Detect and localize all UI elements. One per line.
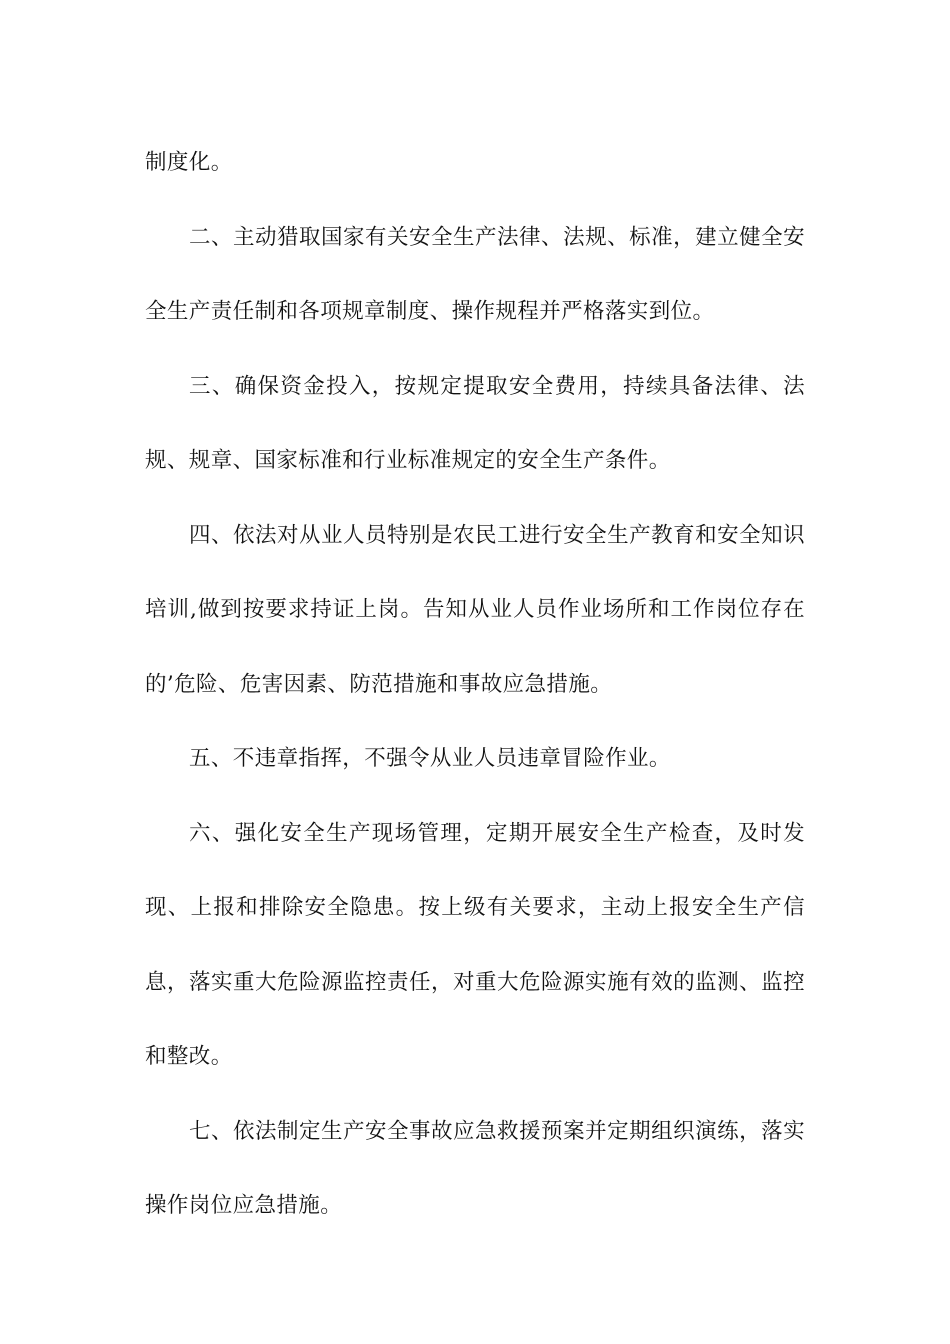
paragraph-item-4: 四、依法对从业人员特别是农民工进行安全生产教育和安全知识培训,做到按要求持证上岗。告知从业人员作业场所和工作岗位存在的’危险、危害因素、防范措施和事故应急措施。	[145, 522, 805, 697]
paragraph-item-5: 五、不违章指挥，不强令从业人员违章冒险作业。	[189, 746, 671, 771]
paragraph-item-2: 二、主动猎取国家有关安全生产法律、法规、标准，建立健全安全生产责任制和各项规章制度、操作规程并严格落实到位。	[145, 224, 805, 324]
paragraph-continuation: 制度化。	[145, 150, 233, 175]
document-body	[145, 126, 805, 1244]
paragraph-item-6: 六、强化安全生产现场管理，定期开展安全生产检查，及时发现、上报和排除安全隐患。按上级有关要求，主动上报安全生产信息，落实重大危险源监控责任，对重大危险源实施有效的监测、监控和整改。	[145, 820, 805, 1069]
paragraph-item-3: 三、确保资金投入，按规定提取安全费用，持续具备法律、法规、规章、国家标准和行业标准规定的安全生产条件。	[145, 373, 805, 473]
paragraph-item-7: 七、依法制定生产安全事故应急救援预案并定期组织演练，落实操作岗位应急措施。	[145, 1118, 805, 1218]
